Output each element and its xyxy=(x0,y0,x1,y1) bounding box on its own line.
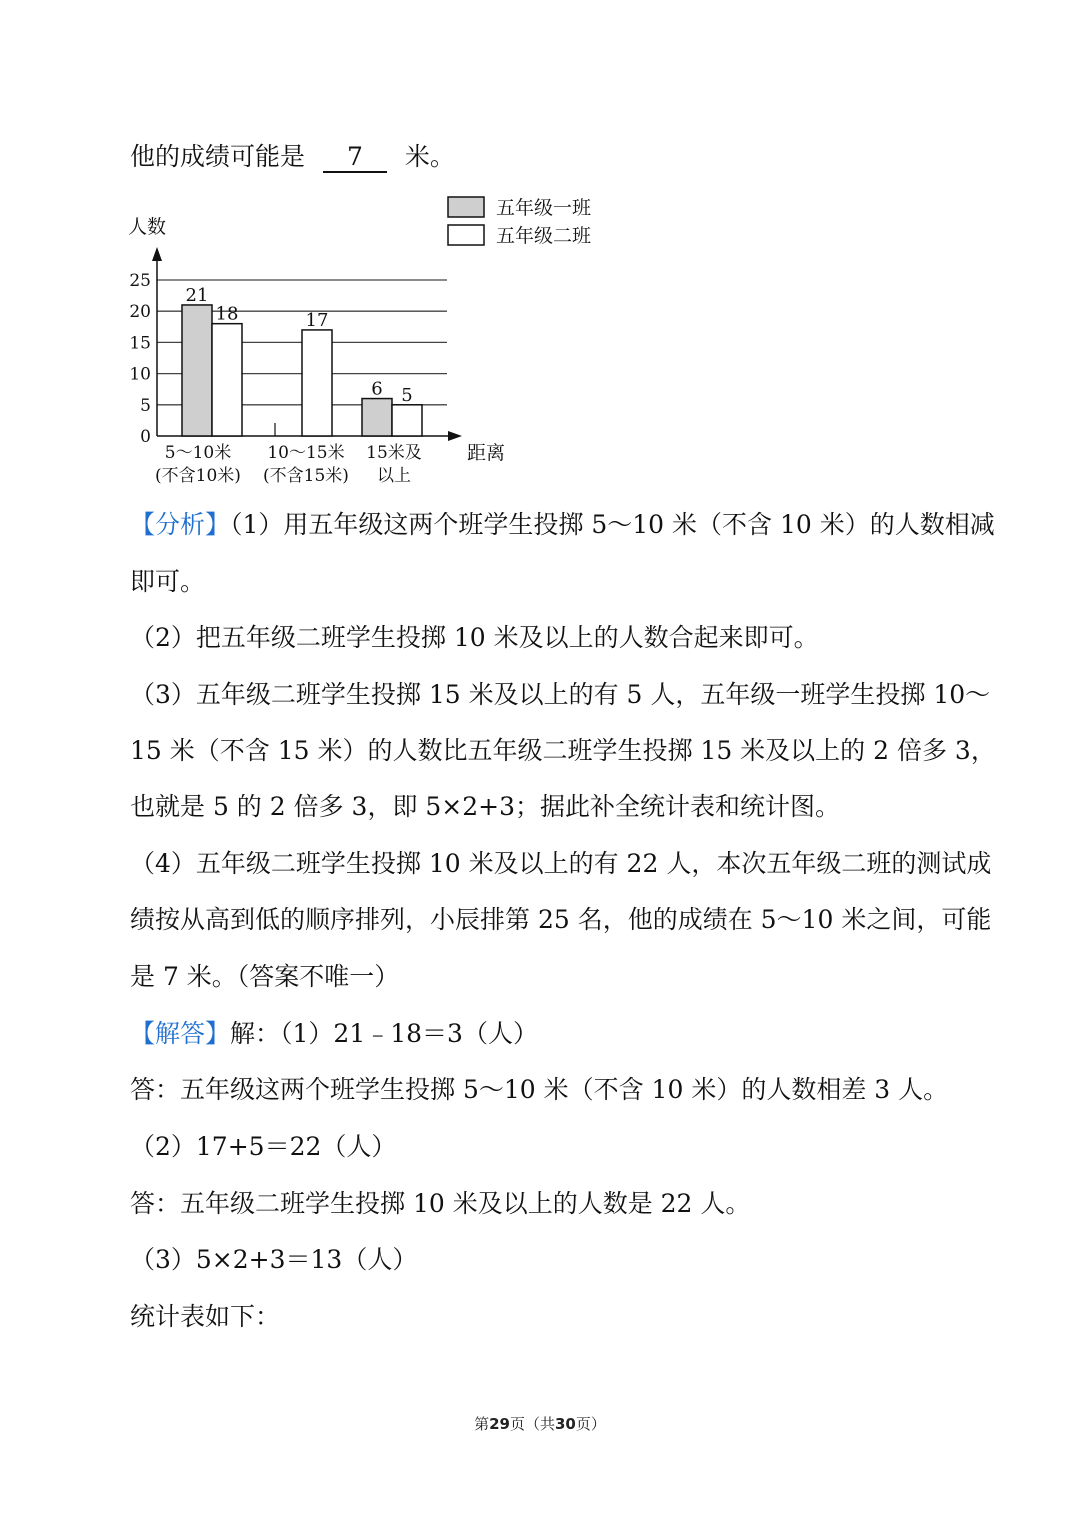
solution-step-2: （2）17+5＝22（人） xyxy=(130,1132,397,1161)
x-category-sublabel: (不含15米) xyxy=(263,466,349,486)
analysis-line-4: （3）五年级二班学生投掷 15 米及以上的有 5 人，五年级一班学生投掷 10～ xyxy=(130,680,991,709)
intro-prefix: 他的成绩可能是 xyxy=(130,142,306,171)
analysis-line-8: 绩按从高到低的顺序排列，小辰排第 25 名，他的成绩在 5～10 米之间，可能 xyxy=(130,905,992,934)
footer-suffix: 页） xyxy=(575,1415,606,1433)
footer-prefix: 第 xyxy=(474,1415,490,1433)
analysis-line-2: 即可。 xyxy=(130,567,206,596)
analysis-line-9: 是 7 米。（答案不唯一） xyxy=(130,962,400,991)
solution-answer-2: 答：五年级二班学生投掷 10 米及以上的人数是 22 人。 xyxy=(130,1189,751,1218)
intro-line xyxy=(130,140,455,174)
analysis-heading: 【分析】 xyxy=(130,510,231,539)
page-footer xyxy=(0,1413,1080,1434)
bar xyxy=(182,305,212,436)
footer-middle: 页（共 xyxy=(509,1415,555,1433)
analysis-line-7: （4）五年级二班学生投掷 10 米及以上的有 22 人，本次五年级二班的测试成 xyxy=(130,849,992,878)
bar xyxy=(302,330,332,436)
analysis-line-6: 也就是 5 的 2 倍多 3，即 5×2+3；据此补全统计表和统计图。 xyxy=(130,792,841,821)
analysis-line-3: （2）把五年级二班学生投掷 10 米及以上的人数合起来即可。 xyxy=(130,623,819,652)
solution-answer-1: 答：五年级这两个班学生投掷 5～10 米（不含 10 米）的人数相差 3 人。 xyxy=(130,1075,949,1104)
y-tick-label: 10 xyxy=(129,364,151,385)
solution-step-3: （3）5×2+3＝13（人） xyxy=(130,1245,418,1274)
x-axis-title: 距离 xyxy=(467,442,506,464)
legend-label: 五年级一班 xyxy=(496,197,592,219)
bar-value-label: 18 xyxy=(215,303,239,325)
legend-label: 五年级二班 xyxy=(496,225,592,247)
analysis-text-1a: （1）用五年级这两个班学生投掷 5～10 米（不含 10 米）的人数相减 xyxy=(230,510,995,539)
answer-blank: 7 xyxy=(323,143,387,173)
x-category-sublabel: (不含10米) xyxy=(155,466,241,486)
y-tick-label: 15 xyxy=(129,333,151,354)
solution-table-intro: 统计表如下： xyxy=(130,1302,281,1331)
x-category-label: 5～10米 xyxy=(164,443,232,463)
solution-heading: 【解答】 xyxy=(130,1019,231,1048)
x-category-label: 15米及 xyxy=(366,443,422,463)
y-axis-title: 人数 xyxy=(128,216,167,238)
x-category-label: 10～15米 xyxy=(267,443,345,463)
legend-swatch xyxy=(448,197,484,217)
bar-value-label: 6 xyxy=(371,378,383,400)
x-category-sublabel: 以上 xyxy=(377,466,411,486)
bar-chart-svg xyxy=(110,185,630,495)
y-axis-arrow xyxy=(152,247,162,261)
bar xyxy=(392,405,422,436)
x-axis-arrow xyxy=(448,431,462,441)
analysis-line-1 xyxy=(130,508,995,542)
analysis-line-5: 15 米（不含 15 米）的人数比五年级二班学生投掷 15 米及以上的 2 倍多 3， xyxy=(130,736,996,765)
bar-chart xyxy=(110,185,630,495)
solution-line-1 xyxy=(130,1017,538,1051)
intro-suffix: 米。 xyxy=(404,142,455,171)
bar-value-label: 17 xyxy=(305,309,329,331)
y-tick-label: 0 xyxy=(140,427,151,447)
y-tick-label: 25 xyxy=(129,271,151,291)
footer-page-number: 29 xyxy=(489,1415,510,1433)
legend-swatch xyxy=(448,225,484,245)
bar xyxy=(212,324,242,436)
footer-total-pages: 30 xyxy=(555,1415,576,1433)
solution-step-1: 解：（1）21﹣18＝3（人） xyxy=(230,1019,538,1048)
y-tick-label: 5 xyxy=(140,395,151,416)
bar-value-label: 21 xyxy=(185,284,209,306)
bar-value-label: 5 xyxy=(401,384,413,406)
y-tick-label: 20 xyxy=(129,302,151,323)
bar xyxy=(362,399,392,436)
